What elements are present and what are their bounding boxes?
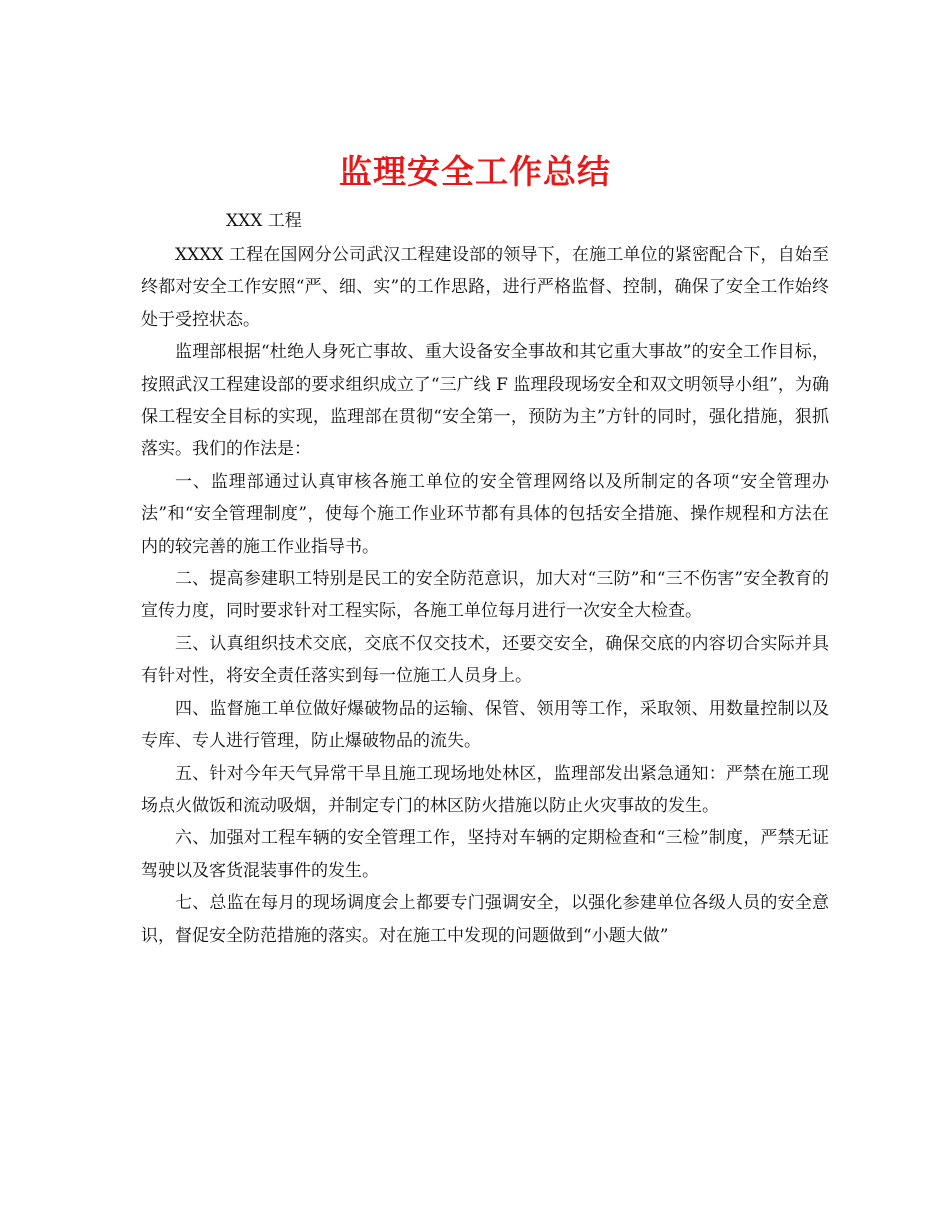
paragraph: 四、监督施工单位做好爆破物品的运输、保管、领用等工作，采取领、用数量控制以及专库、专人进行管理，防止爆破物品的流失。 <box>141 698 829 752</box>
paragraph: 一、监理部通过认真审核各施工单位的安全管理网络以及所制定的各项“安全管理办法”和“安全管理制度”，使每个施工作业环节都有具体的包括安全措施、操作规程和方法在内的较完善的施工作业指导书。 <box>141 471 829 557</box>
paragraph: 二、提高参建职工特别是民工的安全防范意识，加大对“三防”和“三不伤害”安全教育的宣传力度，同时要求针对工程实际，各施工单位每月进行一次安全大检查。 <box>141 569 829 622</box>
document-title: 监理安全工作总结 <box>339 152 611 192</box>
paragraph: 三、认真组织技术交底，交底不仅交技术，还要交安全，确保交底的内容切合实际并具有针对性，将安全责任落实到每一位施工人员身上。 <box>141 633 829 687</box>
paragraph: 七、总监在每月的现场调度会上都要专门强调安全，以强化参建单位各级人员的安全意识，督促安全防范措施的落实。对在施工中发现的问题做到“小题大做” <box>141 893 829 946</box>
paragraph: 五、针对今年天气异常干旱且施工现场地处林区，监理部发出紧急通知：严禁在施工现场点火做饭和流动吸烟，并制定专门的林区防火措施以防止火灾事故的发生。 <box>141 763 829 816</box>
project-name: XXX 工程 <box>226 211 302 231</box>
paragraph: 监理部根据“杜绝人身死亡事故、重大设备安全事故和其它重大事故”的安全工作目标，按照武汉工程建设部的要求组织成立了“三广线 F 监理段现场安全和双文明领导小组”，为确保工程安全目标的实现，监理部在贯彻“安全第一，预防为主”方针的同时，强化措施，狠抓落实。我们的作法是： <box>141 342 829 460</box>
document-body <box>141 239 829 952</box>
paragraph: XXXX 工程在国网分公司武汉工程建设部的领导下，在施工单位的紧密配合下，自始至终都对安全工作安照“严、细、实”的工作思路，进行严格监督、控制，确保了安全工作始终处于受控状态。 <box>141 245 829 330</box>
paragraph: 六、加强对工程车辆的安全管理工作，坚持对车辆的定期检查和“三检”制度，严禁无证驾驶以及客货混装事件的发生。 <box>141 828 829 881</box>
